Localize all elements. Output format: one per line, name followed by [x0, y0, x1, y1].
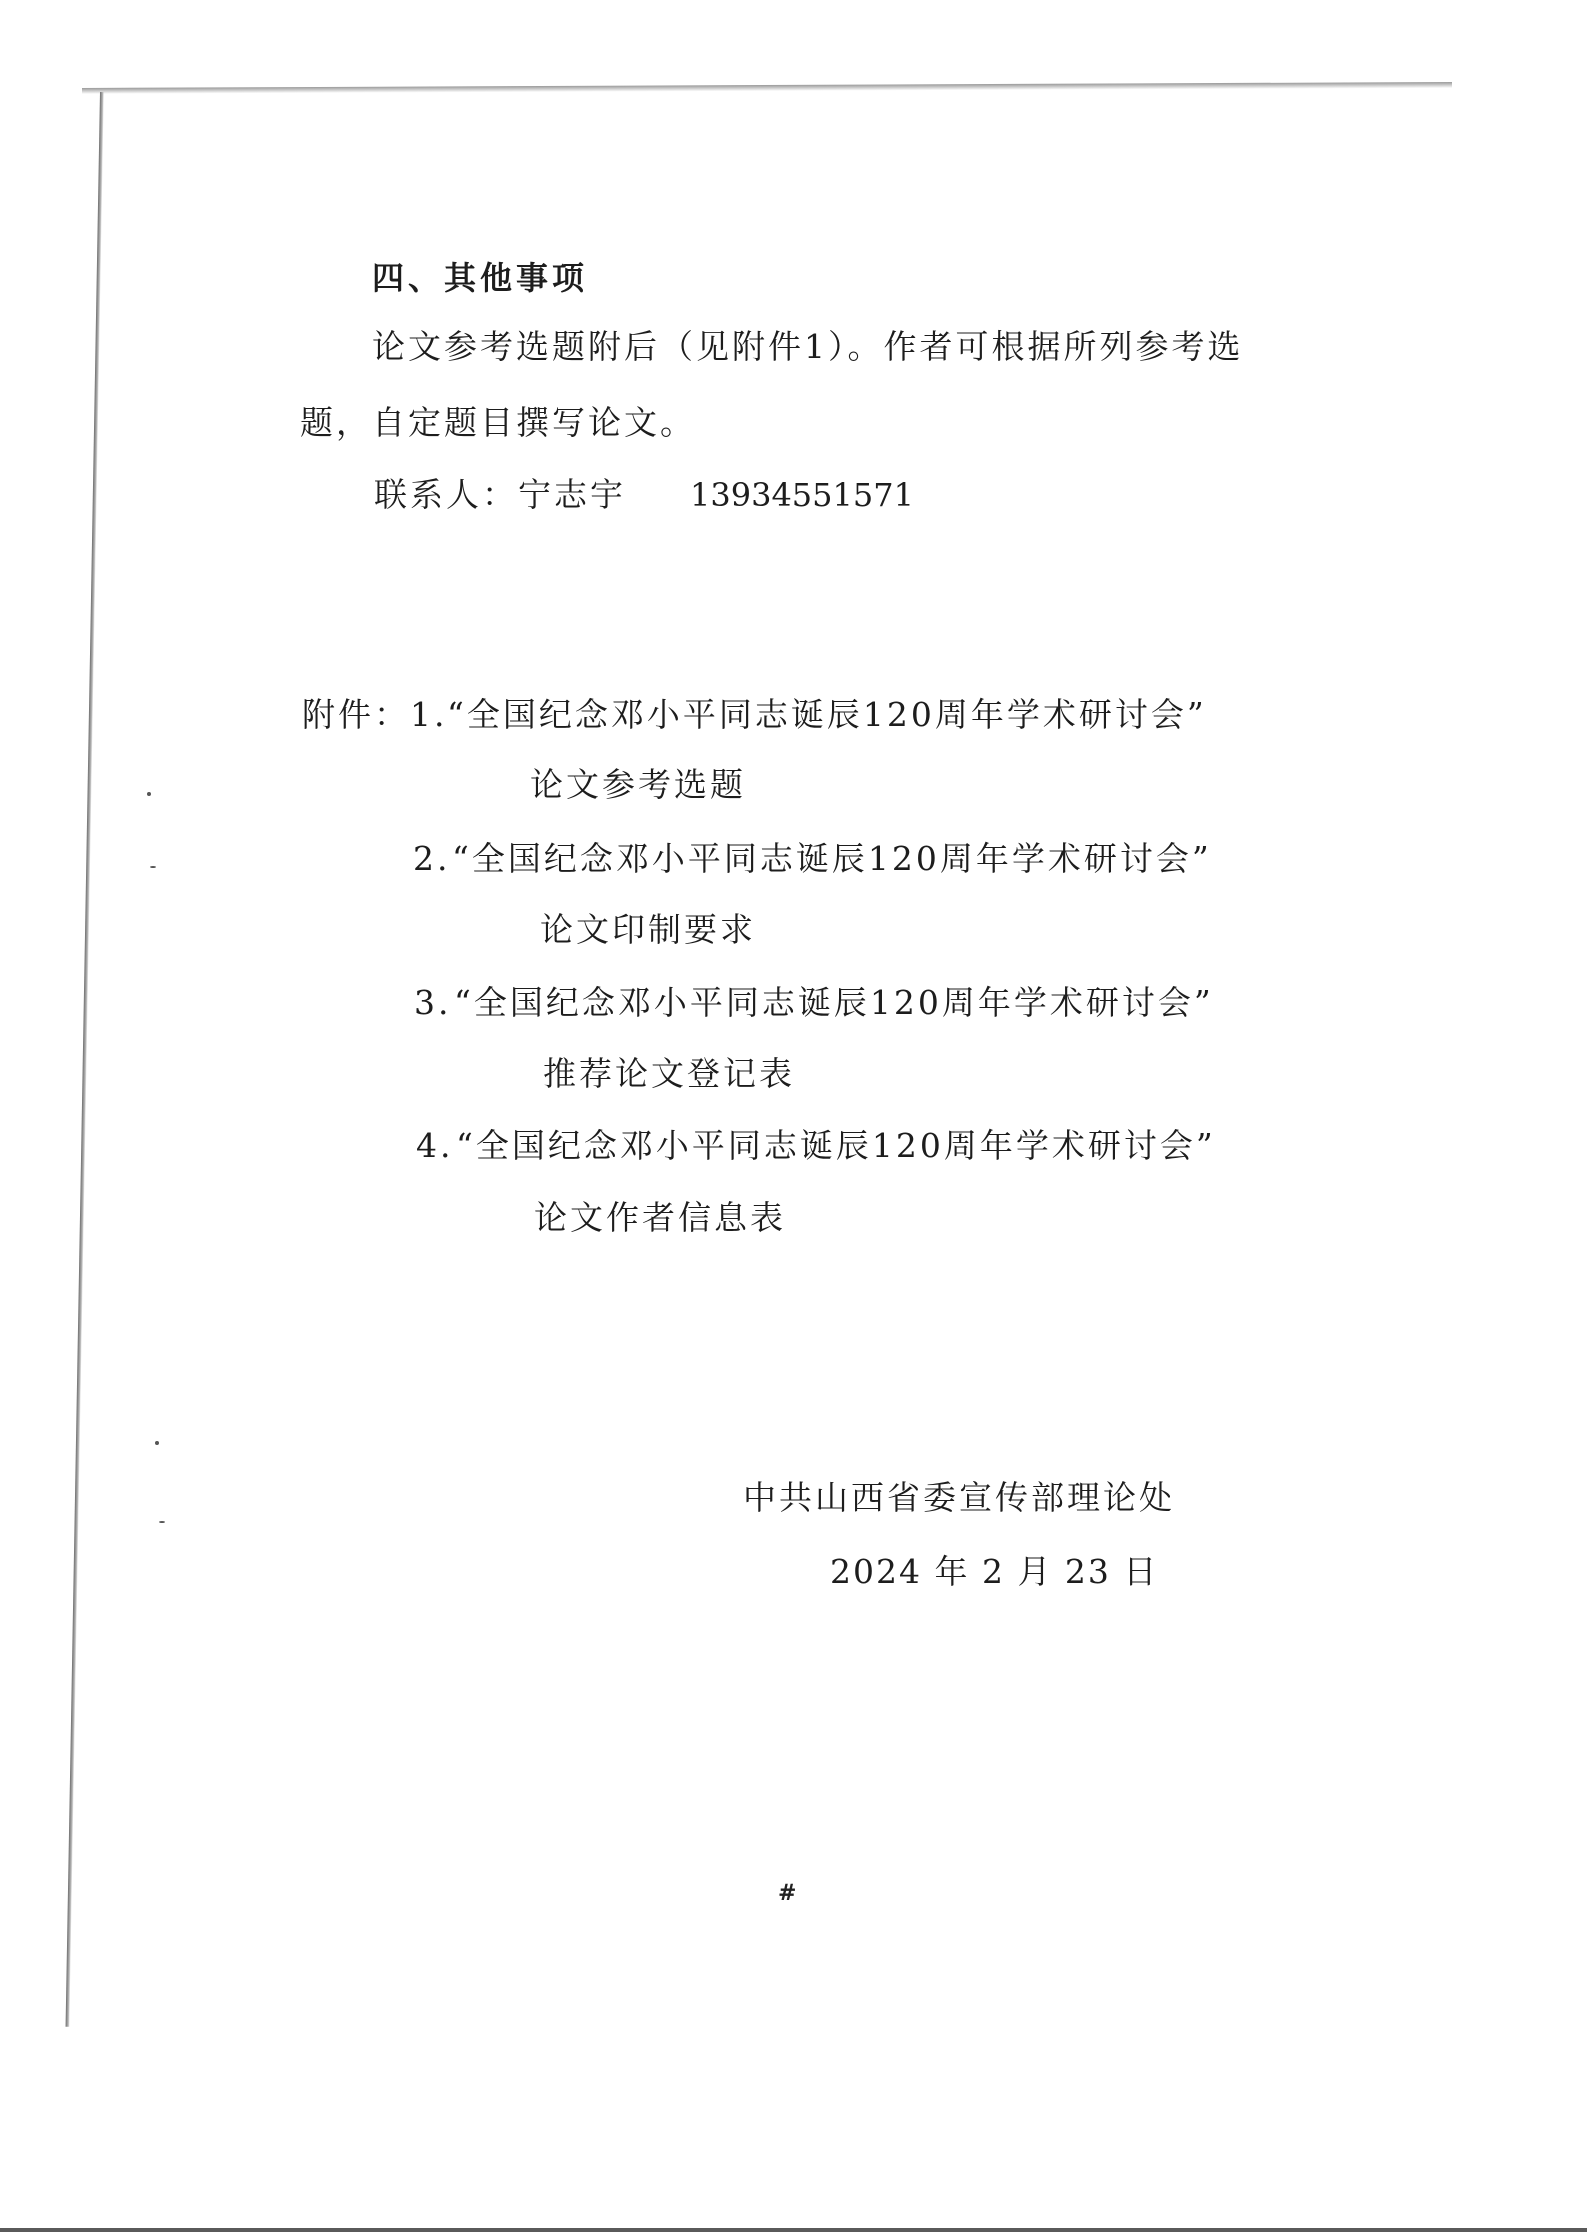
attachment-subtitle-2: 论文印制要求 — [540, 910, 756, 949]
contact-label: 联系人：宁志宇 — [374, 475, 626, 514]
attachment-title-4: “全国纪念邓小平同志诞辰120周年学术研讨会” — [456, 1126, 1216, 1165]
attachment-subtitle-1: 论文参考选题 — [530, 765, 746, 804]
body-paragraph-line-1: 论文参考选题附后（见附件1）。作者可根据所列参考选 — [372, 327, 1244, 366]
scan-left-edge — [66, 92, 104, 2027]
signature-organization: 中共山西省委宣传部理论处 — [743, 1478, 1175, 1517]
attachment-subtitle-3: 推荐论文登记表 — [543, 1054, 795, 1093]
attachments-label: 附件： — [302, 695, 410, 734]
attachment-number-2: 2. — [413, 839, 451, 878]
contact-phone: 13934551571 — [690, 476, 914, 514]
attachment-title-2: “全国纪念邓小平同志诞辰120周年学术研讨会” — [452, 839, 1212, 878]
scan-speck — [147, 792, 151, 796]
attachment-title-3: “全国纪念邓小平同志诞辰120周年学术研讨会” — [454, 983, 1214, 1022]
scan-speck — [155, 1441, 159, 1445]
attachment-title-1: “全国纪念邓小平同志诞辰120周年学术研讨会” — [447, 695, 1207, 734]
scan-speck — [159, 1521, 165, 1523]
section-heading: 四、其他事项 — [372, 259, 589, 297]
scan-top-edge — [82, 82, 1452, 94]
attachment-number-1: 1. — [410, 695, 448, 734]
body-paragraph-line-2: 题，自定题目撰写论文。 — [300, 403, 696, 442]
attachment-subtitle-4: 论文作者信息表 — [534, 1198, 786, 1237]
attachment-number-4: 4. — [416, 1126, 454, 1165]
scan-bottom-edge — [0, 2228, 1587, 2232]
page-mark: # — [778, 1880, 797, 1906]
signature-date: 2024 年 2 月 23 日 — [830, 1552, 1159, 1591]
scan-speck — [150, 866, 156, 868]
attachment-number-3: 3. — [414, 983, 452, 1022]
